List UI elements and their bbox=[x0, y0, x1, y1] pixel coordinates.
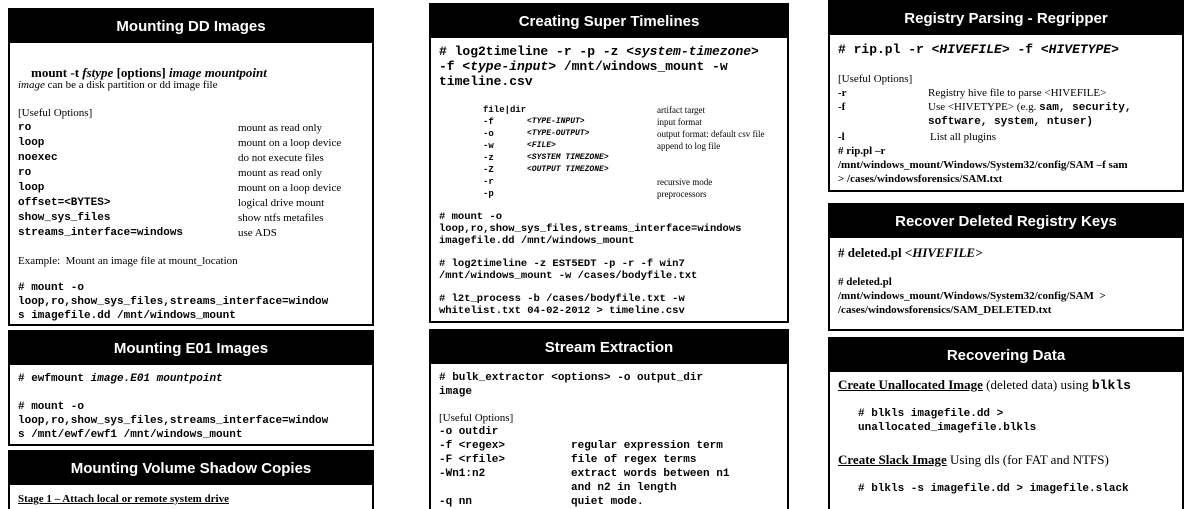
dd-option-row bbox=[18, 136, 368, 151]
mounting-e01-title: Mounting E01 Images bbox=[10, 332, 372, 365]
deleted-keys-panel bbox=[828, 203, 1184, 331]
l2t-arg bbox=[527, 104, 657, 116]
recovering-data-panel bbox=[828, 337, 1184, 509]
l2t-flag: -o bbox=[483, 129, 494, 139]
l2t-option-row bbox=[483, 104, 783, 116]
l2t-option-row bbox=[483, 152, 783, 164]
l2t-arg: <OUTPUT TIMEZONE> bbox=[527, 165, 609, 174]
dd-option-row bbox=[18, 121, 368, 136]
l2t-arg bbox=[527, 176, 657, 188]
mounting-dd-panel bbox=[8, 8, 374, 326]
dd-option-row bbox=[18, 151, 368, 166]
l2t-arg: <TYPE-OUTPUT> bbox=[527, 129, 590, 138]
mounting-e01-panel bbox=[8, 330, 374, 446]
recovering-data-title: Recovering Data bbox=[830, 339, 1182, 372]
rip-example: # rip.pl –r /mnt/windows_mount/Windows/System32/config/SAM –f sam > /cases/windowsforensics/SAM.txt bbox=[838, 145, 1128, 185]
super-mount-command: # mount -o loop,ro,show_sys_files,streams_interface=windows imagefile.dd /mnt/windows_mount bbox=[439, 211, 742, 247]
stream-extraction-panel bbox=[429, 329, 789, 509]
bulk-option-key: -o outdir bbox=[439, 426, 499, 438]
blkls-slack-command: # blkls -s imagefile.dd > imagefile.slack bbox=[858, 483, 1129, 495]
dd-option-desc: mount as read only bbox=[238, 122, 323, 134]
dd-option-desc: mount on a loop device bbox=[238, 182, 342, 194]
l2t-desc: append to log file bbox=[657, 141, 721, 151]
dd-option-desc: logical drive mount bbox=[238, 197, 325, 209]
dd-option-key: loop bbox=[18, 137, 45, 149]
dd-options-list bbox=[18, 121, 368, 241]
dd-option-key: streams_interface=windows bbox=[18, 227, 184, 239]
dd-option-row bbox=[18, 166, 368, 181]
l2t-option-row bbox=[483, 188, 783, 200]
mounting-dd-title: Mounting DD Images bbox=[10, 10, 372, 43]
bulk-option-key bbox=[439, 481, 571, 495]
regripper-title: Registry Parsing - Regripper bbox=[830, 2, 1182, 35]
log2timeline-options bbox=[483, 104, 783, 200]
dd-option-row bbox=[18, 211, 368, 226]
stream-useful-options: [Useful Options] bbox=[439, 412, 514, 424]
example-text: Example: Mount an image file at mount_location bbox=[18, 255, 238, 267]
dd-option-key: ro bbox=[18, 167, 32, 179]
log2timeline-syntax: # log2timeline -r -p -z <system-timezone> -f <type-input> /mnt/windows_mount -w timeline.csv bbox=[439, 44, 759, 89]
log2timeline-command: # log2timeline -z EST5EDT -p -r -f win7 /mnt/windows_mount -w /cases/bodyfile.txt bbox=[439, 258, 698, 282]
vss-stage-1: Stage 1 – Attach local or remote system drive bbox=[18, 493, 229, 505]
l2t-desc: output format: default csv file bbox=[657, 129, 765, 139]
l2t-flag: -w bbox=[483, 141, 494, 151]
l2t-flag: -Z bbox=[483, 165, 494, 175]
dd-option-key: loop bbox=[18, 182, 45, 194]
vss-panel bbox=[8, 450, 374, 509]
bulk-extractor-command: # bulk_extractor <options> -o output_dir image bbox=[439, 372, 704, 398]
l2t-desc: input format bbox=[657, 117, 702, 127]
l2t-arg: <TYPE-INPUT> bbox=[527, 117, 585, 126]
bulk-option-row bbox=[439, 453, 784, 467]
l2t-flag: -p bbox=[483, 189, 494, 199]
reg-option-f-cont: software, system, ntuser) bbox=[928, 116, 1094, 128]
slack-heading: Create Slack Image Using dls (for FAT and NTFS) bbox=[838, 452, 1109, 467]
bulk-option-desc: quiet mode. bbox=[571, 496, 644, 508]
reg-option-r: -r Registry hive file to parse <HIVEFILE> bbox=[838, 87, 1107, 99]
unallocated-heading: Create Unallocated Image (deleted data) using blkls bbox=[838, 377, 1131, 393]
l2t-option-row bbox=[483, 116, 783, 128]
l2t-flag: -r bbox=[483, 177, 494, 187]
bulk-option-row bbox=[439, 439, 784, 453]
bulk-option-desc: regular expression term bbox=[571, 440, 723, 452]
blkls-command: # blkls imagefile.dd > unallocated_imagefile.blkls bbox=[858, 408, 1037, 434]
bulk-option-desc: extract words between n1 bbox=[571, 468, 730, 480]
bulk-option-key: -f <regex> bbox=[439, 440, 506, 452]
deleted-example: # deleted.pl /mnt/windows_mount/Windows/System32/config/SAM > /cases/windowsforensics/SAM_DELETED.txt bbox=[838, 276, 1106, 316]
l2t-arg bbox=[527, 188, 657, 200]
example-command: # mount -o loop,ro,show_sys_files,streams_interface=window s imagefile.dd /mnt/windows_mount bbox=[18, 282, 329, 322]
super-timeline-panel bbox=[429, 3, 789, 323]
rip-syntax: # rip.pl -r <HIVEFILE> -f <HIVETYPE> bbox=[838, 42, 1119, 57]
dd-option-key: offset=<BYTES> bbox=[18, 197, 111, 209]
l2t-arg: <FILE> bbox=[527, 141, 556, 150]
unallocated-link[interactable]: Create Unallocated Image bbox=[838, 377, 983, 392]
dd-option-desc: mount on a loop device bbox=[238, 137, 342, 149]
l2t-option-row bbox=[483, 176, 783, 188]
bulk-option-row bbox=[439, 481, 784, 495]
dd-option-desc: do not execute files bbox=[238, 152, 324, 164]
mount-syntax: mount -t fstype [options] image mountpoint bbox=[31, 65, 267, 80]
dd-option-key: ro bbox=[18, 122, 32, 134]
stream-extraction-title: Stream Extraction bbox=[431, 331, 787, 364]
bulk-option-desc: and n2 in length bbox=[571, 482, 677, 494]
l2t-desc: recursive mode bbox=[657, 177, 713, 187]
super-timeline-title: Creating Super Timelines bbox=[431, 5, 787, 38]
l2t-flag: file|dir bbox=[483, 105, 527, 115]
e01-mount-command: # mount -o loop,ro,show_sys_files,streams_interface=window s /mnt/ewf/ewf1 /mnt/windows_mount bbox=[18, 401, 329, 441]
bulk-option-key: -F <rfile> bbox=[439, 454, 506, 466]
l2t-flag: -z bbox=[483, 153, 494, 163]
l2t-flag: -f bbox=[483, 117, 494, 127]
slack-link[interactable]: Create Slack Image bbox=[838, 452, 947, 467]
dd-option-row bbox=[18, 181, 368, 196]
regripper-panel bbox=[828, 0, 1184, 192]
bulk-option-row bbox=[439, 495, 784, 509]
dd-option-desc: show ntfs metafiles bbox=[238, 212, 324, 224]
dd-option-desc: use ADS bbox=[238, 227, 277, 239]
l2t-process-command: # l2t_process -b /cases/bodyfile.txt -w whitelist.txt 04-02-2012 > timeline.csv bbox=[439, 293, 685, 317]
bulk-option-desc: file of regex terms bbox=[571, 454, 697, 466]
l2t-option-row bbox=[483, 140, 783, 152]
dd-option-key: show_sys_files bbox=[18, 212, 111, 224]
l2t-arg: <SYSTEM TIMEZONE> bbox=[527, 153, 609, 162]
ewfmount-command: # ewfmount image.E01 mountpoint bbox=[18, 373, 223, 385]
useful-options-heading: [Useful Options] bbox=[18, 107, 93, 119]
reg-option-l: -l List all plugins bbox=[838, 131, 996, 143]
bulk-option-row bbox=[439, 467, 784, 481]
bulk-option-key: -Wn1:n2 bbox=[439, 468, 486, 480]
dd-option-row bbox=[18, 226, 368, 241]
vss-title: Mounting Volume Shadow Copies bbox=[10, 452, 372, 485]
bulk-extractor-options bbox=[439, 425, 784, 509]
dd-option-row bbox=[18, 196, 368, 211]
reg-useful-options: [Useful Options] bbox=[838, 73, 913, 85]
deleted-syntax: # deleted.pl <HIVEFILE> bbox=[838, 245, 983, 260]
reg-option-f: -f Use <HIVETYPE> (e.g. sam, security, bbox=[838, 101, 1132, 114]
bulk-option-key: -q nn bbox=[439, 496, 473, 508]
image-description: image can be a disk partition or dd image file bbox=[18, 79, 218, 91]
l2t-desc: artifact target bbox=[657, 105, 706, 115]
l2t-option-row bbox=[483, 128, 783, 140]
bulk-option-row bbox=[439, 425, 784, 439]
dd-option-key: noexec bbox=[18, 152, 58, 164]
dd-option-desc: mount as read only bbox=[238, 167, 323, 179]
l2t-desc: preprocessors bbox=[657, 189, 707, 199]
deleted-keys-title: Recover Deleted Registry Keys bbox=[830, 205, 1182, 238]
l2t-option-row bbox=[483, 164, 783, 176]
